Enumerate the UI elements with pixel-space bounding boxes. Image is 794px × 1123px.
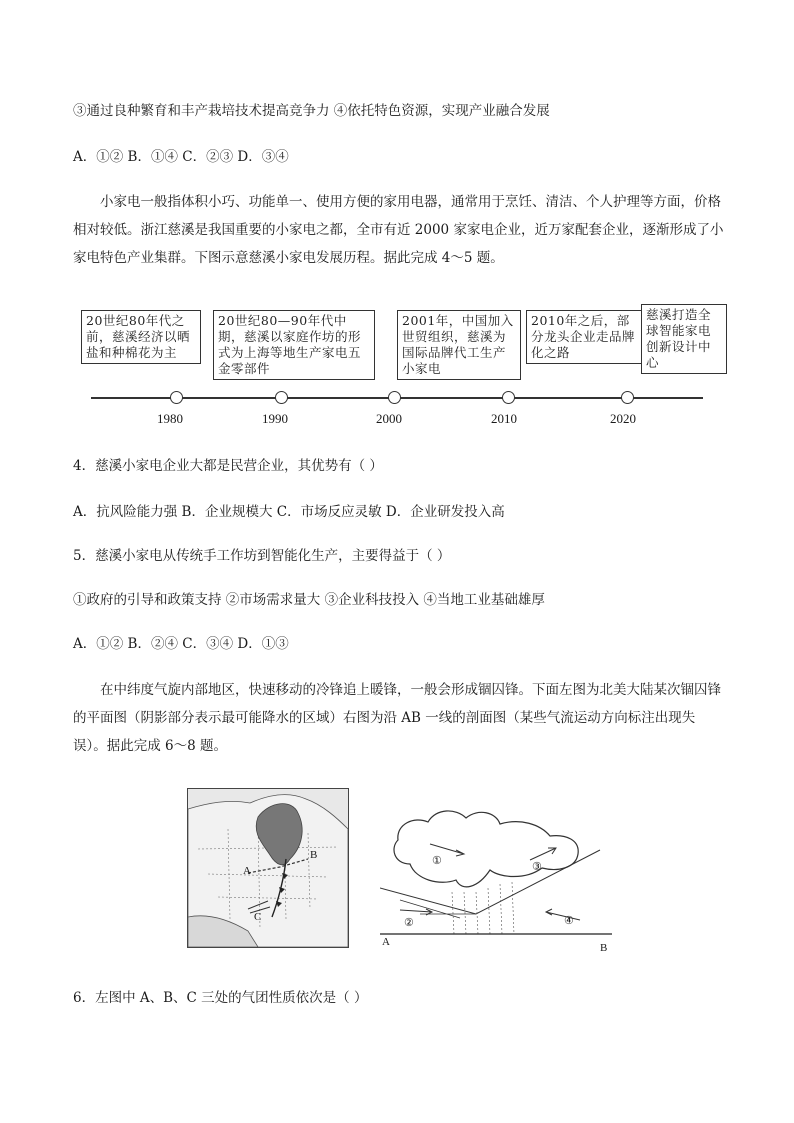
north-america-front-map <box>187 788 349 948</box>
map-graphic <box>188 789 348 947</box>
timeline-tick <box>388 391 401 404</box>
question-4: 4．慈溪小家电企业大都是民营企业，其优势有（ ） <box>73 458 383 474</box>
section-label-1: ① <box>432 855 442 867</box>
section-label-2: ② <box>404 917 414 929</box>
passage-occluded-front: 在中纬度气旋内部地区，快速移动的冷锋追上暖锋，一般会形成锢囚锋。下面左图为北美大陆某次锢囚锋的平面图（阴影部分表示最可能降水的区域）右图为沿 AB 一线的剖面图（某些气流运动方向标注出现失误）。据此完成 6～8 题。 <box>73 682 721 754</box>
cross-section-diagram <box>380 788 612 956</box>
timeline-tick <box>170 391 183 404</box>
development-timeline <box>73 300 715 430</box>
timeline-box-1990s: 20世纪80—90年代中期，慈溪以家庭作坊的形式为上海等地生产家电五金零部件 <box>213 310 375 380</box>
options-q5: ①政府的引导和政策支持 ②市场需求量大 ③企业科技投入 ④当地工业基础雄厚 <box>73 592 545 608</box>
question-5: 5．慈溪小家电从传统手工作坊到智能化生产，主要得益于（ ） <box>73 548 451 564</box>
map-label-a: A <box>243 865 251 877</box>
timeline-box-2020: 慈溪打造全球智能家电创新设计中心 <box>641 304 727 374</box>
timeline-tick <box>275 391 288 404</box>
question-6: 6．左图中 A、B、C 三处的气团性质依次是（ ） <box>73 990 368 1006</box>
timeline-year: 2020 <box>610 411 636 426</box>
timeline-year: 2000 <box>376 411 402 426</box>
map-label-b: B <box>310 849 318 861</box>
timeline-year: 2010 <box>491 411 517 426</box>
timeline-box-2001: 2001年，中国加入世贸组织，慈溪为国际品牌代工生产小家电 <box>397 310 521 380</box>
section-label-4: ④ <box>564 915 574 927</box>
timeline-tick <box>502 391 515 404</box>
answer-options-q5: A．①② B．②④ C．③④ D．①③ <box>73 636 289 652</box>
answer-options-q4: A．抗风险能力强 B．企业规模大 C．市场反应灵敏 D．企业研发投入高 <box>73 504 505 520</box>
option-text-3-4: ③通过良种繁育和丰产栽培技术提高竞争力 ④依托特色资源，实现产业融合发展 <box>73 103 550 119</box>
map-label-c: C <box>254 911 262 923</box>
answer-options-q3: A．①② B．①④ C．②③ D．③④ <box>73 149 289 165</box>
timeline-box-2010: 2010年之后，部分龙头企业走品牌化之路 <box>526 310 642 364</box>
section-label-a: A <box>382 936 390 948</box>
passage-small-appliances: 小家电一般指体积小巧、功能单一、使用方便的家用电器，通常用于烹饪、清洁、个人护理等方面，价格相对较低。浙江慈溪是我国重要的小家电之都，全市有近 2000 家家电企业，近万家配套企业，逐渐形成了小家电特色产业集群。下图示意慈溪小家电发展历程。据此完成 4～5 题。 <box>73 194 724 266</box>
timeline-year: 1990 <box>262 411 288 426</box>
section-label-3: ③ <box>532 861 542 873</box>
section-graphic <box>380 788 612 956</box>
section-label-b: B <box>600 942 608 954</box>
timeline-box-1980s: 20世纪80年代之前，慈溪经济以晒盐和种棉花为主 <box>81 310 201 364</box>
timeline-year: 1980 <box>157 411 183 426</box>
timeline-tick <box>621 391 634 404</box>
